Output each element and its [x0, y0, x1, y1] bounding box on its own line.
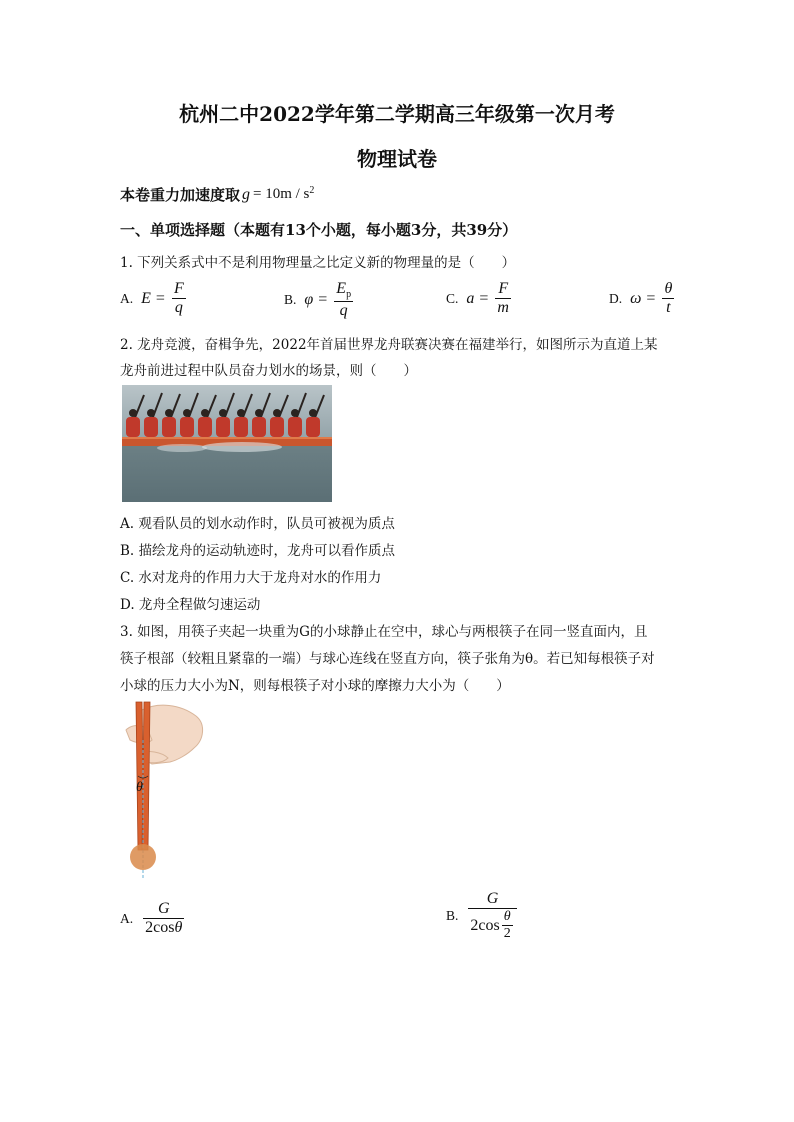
- q1-d-lhs: ω: [630, 289, 642, 307]
- q1-c-lhs: a: [466, 289, 475, 307]
- q2-stem-line1: 2. 龙舟竞渡，奋楫争先，2022年首届世界龙舟联赛决赛在福建举行，如图所示为直道上某: [120, 337, 658, 353]
- q3-option-a-label: A.: [120, 910, 134, 926]
- q1-option-b[interactable]: B. φ = $\frac{E_p}{q}$: [284, 280, 352, 319]
- q1-c-den: m: [497, 299, 509, 317]
- q3-stem-line2: 筷子根部（较粗且紧靠的一端）与球心连线在竖直方向，筷子张角为θ。若已知每根筷子对: [120, 651, 655, 667]
- q1-d-den: t: [666, 299, 671, 317]
- q1-b-lhs: φ: [304, 291, 314, 309]
- gravity-note-prefix: 本卷重力加速度取: [120, 186, 241, 204]
- q2-option-a[interactable]: A. 观看队员的划水动作时，队员可被视为质点: [120, 516, 395, 532]
- q3-option-b[interactable]: [446, 890, 519, 943]
- q3-stem-line3: 小球的压力大小为N，则每根筷子对小球的摩擦力大小为（ ）: [120, 678, 510, 694]
- q1-b-num-sub: p: [346, 289, 352, 301]
- subject-title: 物理试卷: [357, 147, 437, 171]
- q1-b-den: q: [339, 301, 348, 319]
- q1-option-d[interactable]: D. ω = $\frac{\theta}{t}$: [609, 280, 673, 317]
- q1-option-a[interactable]: A. E = $\frac{F}{q}$: [120, 280, 184, 317]
- q1-a-den: q: [174, 299, 183, 317]
- q1-stem: 1. 下列关系式中不是利用物理量之比定义新的物理量的是（ ）: [120, 255, 516, 271]
- q3-b-num: G: [468, 890, 516, 909]
- q1-b-num: E: [336, 280, 347, 297]
- q2-option-c[interactable]: C. 水对龙舟的作用力大于龙舟对水的作用力: [120, 570, 382, 586]
- gravity-note: [120, 184, 314, 205]
- chopsticks-drawing: [118, 700, 218, 880]
- q3-a-num: G: [143, 900, 184, 919]
- gravity-exponent: 2: [309, 185, 315, 196]
- q3-a-den-var: θ: [174, 919, 183, 937]
- theta-label: θ: [136, 780, 143, 795]
- q2-stem-line2: 龙舟前进过程中队员奋力划水的场景，则（ ）: [120, 363, 417, 379]
- q1-a-lhs: E: [141, 289, 151, 307]
- q3-b-den-num: θ: [502, 909, 513, 926]
- exam-title: 杭州二中2022学年第二学期高三年级第一次月考: [179, 102, 615, 126]
- dragon-boat-photo: [122, 385, 332, 502]
- q1-c-num: F: [495, 280, 511, 299]
- gravity-symbol: g: [242, 185, 251, 203]
- q1-d-num: θ: [662, 280, 674, 299]
- q1-option-a-label: A.: [120, 290, 134, 306]
- q1-option-c-label: C.: [446, 290, 459, 306]
- q2-option-b[interactable]: B. 描绘龙舟的运动轨迹时，龙舟可以看作质点: [120, 543, 396, 559]
- gravity-value: = 10m / s: [253, 186, 310, 202]
- q3-a-den-prefix: 2cos: [145, 919, 175, 937]
- q3-b-den-prefix: 2cos: [470, 916, 500, 934]
- q3-b-den-den: 2: [503, 926, 511, 942]
- q3-option-a[interactable]: [120, 900, 186, 938]
- section-heading: 一、单项选择题（本题有13个小题，每小题3分，共39分）: [120, 221, 518, 239]
- q3-stem-line1: 3. 如图，用筷子夹起一块重为G的小球静止在空中，球心与两根筷子在同一竖直面内，且: [120, 624, 648, 640]
- q1-option-b-label: B.: [284, 292, 297, 308]
- q1-option-c[interactable]: C. a = $\frac{F}{m}$: [446, 280, 509, 317]
- q1-a-num: F: [172, 280, 186, 299]
- q3-option-b-label: B.: [446, 908, 459, 924]
- chopsticks-figure: [118, 700, 218, 880]
- q1-option-d-label: D.: [609, 290, 623, 306]
- q2-option-d[interactable]: D. 龙舟全程做匀速运动: [120, 597, 261, 613]
